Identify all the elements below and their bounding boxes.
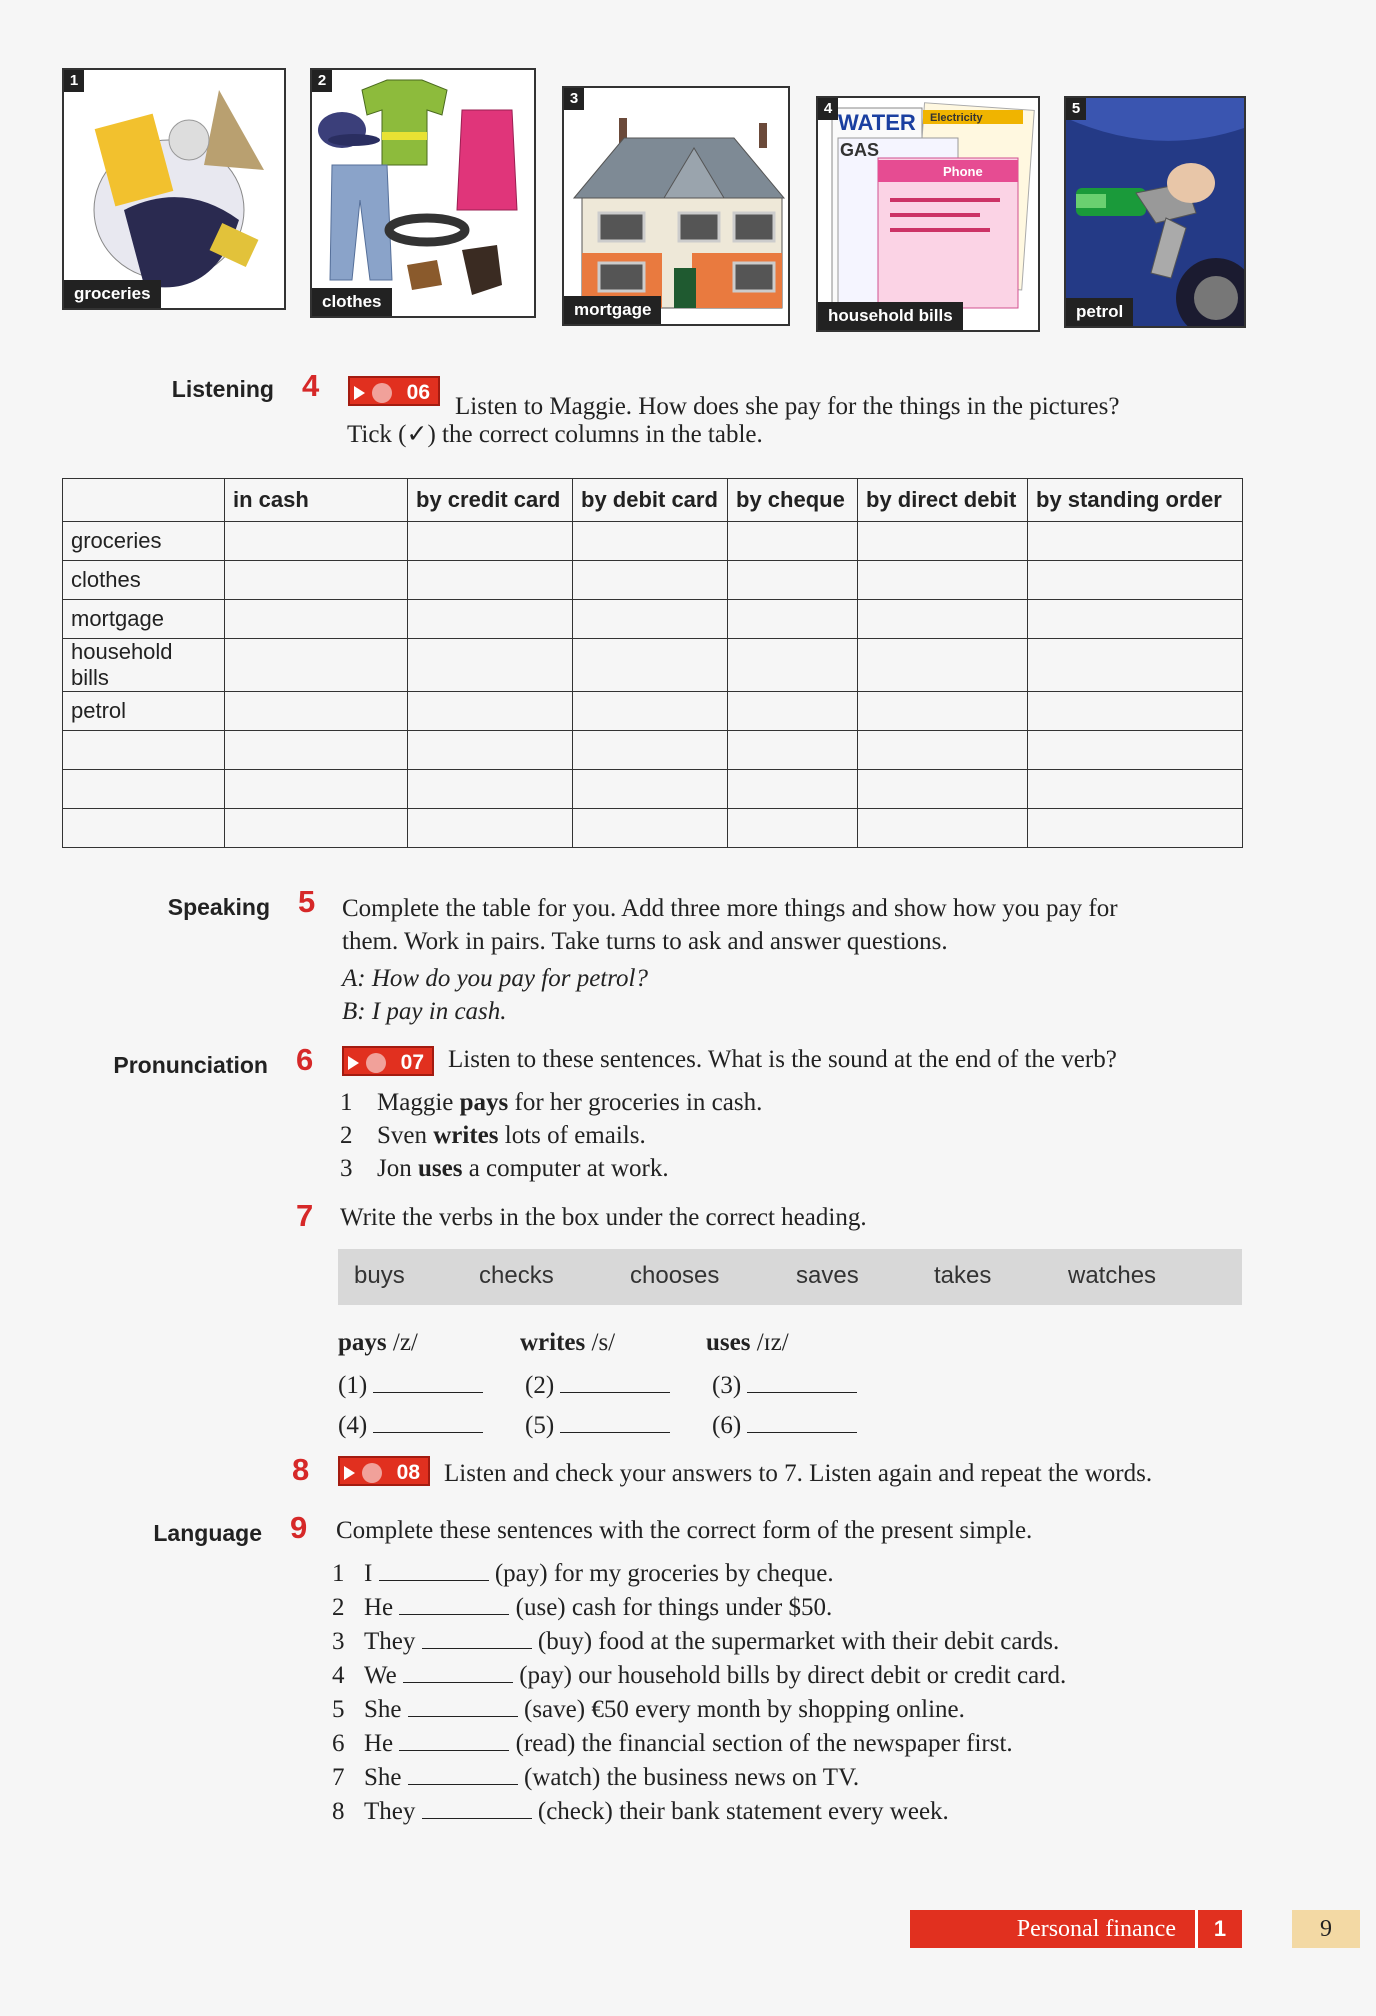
- tick-cell[interactable]: [408, 639, 573, 692]
- row-label[interactable]: [63, 809, 225, 848]
- item-text: for her groceries in cash.: [508, 1089, 763, 1116]
- bill-label-water: WATER: [838, 110, 916, 135]
- tick-cell[interactable]: [225, 809, 408, 848]
- picture-caption: petrol: [1066, 298, 1133, 326]
- tick-cell[interactable]: [408, 600, 573, 639]
- exercise-number: 4: [302, 368, 320, 403]
- tick-cell[interactable]: [1028, 770, 1243, 809]
- item-text: (use) cash for things under $50.: [515, 1594, 833, 1621]
- tick-cell[interactable]: [858, 561, 1028, 600]
- item-verb: pays: [459, 1089, 509, 1116]
- exercise-number: 9: [290, 1510, 308, 1545]
- tick-cell[interactable]: [858, 692, 1028, 731]
- heading-ipa: /ɪz/: [750, 1329, 789, 1356]
- table-header-cell: [63, 479, 225, 522]
- list-item: [340, 1119, 646, 1152]
- tick-cell[interactable]: [408, 731, 573, 770]
- answer-blank[interactable]: [422, 1794, 532, 1819]
- tick-cell[interactable]: [858, 809, 1028, 848]
- table-header-cell: by standing order: [1028, 479, 1243, 522]
- picture-caption: household bills: [818, 302, 963, 330]
- play-icon: [354, 386, 365, 400]
- picture-clothes: [310, 68, 536, 318]
- sentence-item: [332, 1556, 834, 1590]
- answer-blank[interactable]: [408, 1760, 518, 1785]
- answer-blank[interactable]: [399, 1726, 509, 1751]
- picture-caption: mortgage: [564, 296, 661, 324]
- tick-cell[interactable]: [1028, 600, 1243, 639]
- picture-number: 4: [818, 98, 838, 120]
- table-row: [63, 770, 1243, 809]
- bills-illustration: [818, 98, 1038, 330]
- item-number: 3: [332, 1628, 345, 1655]
- item-number: 7: [332, 1764, 345, 1791]
- item-number: 2: [332, 1594, 345, 1621]
- section-label-pronunciation: Pronunciation: [113, 1052, 268, 1078]
- tick-cell[interactable]: [858, 522, 1028, 561]
- tick-cell[interactable]: [225, 770, 408, 809]
- item-text: (read) the financial section of the newspaper first.: [515, 1730, 1013, 1757]
- item-subject: They: [364, 1628, 416, 1655]
- item-subject: We: [364, 1662, 397, 1689]
- item-number: 8: [332, 1798, 345, 1825]
- tick-cell[interactable]: [225, 522, 408, 561]
- picture-mortgage: [562, 86, 790, 326]
- item-subject: She: [364, 1696, 402, 1723]
- exercise-number: 5: [298, 884, 316, 919]
- picture-number: 3: [564, 88, 584, 110]
- item-text: Jon: [377, 1155, 418, 1182]
- answer-slot[interactable]: [712, 1408, 857, 1442]
- item-subject: I: [364, 1560, 373, 1587]
- tick-cell[interactable]: [225, 600, 408, 639]
- tick-cell[interactable]: [225, 731, 408, 770]
- answer-blank[interactable]: [403, 1658, 513, 1683]
- table-row: [63, 600, 1243, 639]
- picture-caption: clothes: [312, 288, 392, 316]
- heading-word: pays: [338, 1329, 387, 1356]
- sentence-item: [332, 1726, 1013, 1760]
- list-item: [340, 1086, 762, 1119]
- item-number: 1: [340, 1089, 353, 1116]
- answer-blank[interactable]: [399, 1590, 509, 1615]
- tick-cell[interactable]: [858, 731, 1028, 770]
- tick-cell[interactable]: [728, 639, 858, 692]
- table-header-cell: by credit card: [408, 479, 573, 522]
- house-illustration: [564, 88, 788, 324]
- tick-cell[interactable]: [573, 600, 728, 639]
- picture-caption: groceries: [64, 280, 161, 308]
- answer-slot[interactable]: [338, 1368, 483, 1402]
- play-icon: [344, 1466, 355, 1480]
- tick-cell[interactable]: [225, 561, 408, 600]
- tick-cell[interactable]: [573, 522, 728, 561]
- track-number: 08: [396, 1461, 420, 1484]
- table-row: [63, 522, 1243, 561]
- item-text: (watch) the business news on TV.: [524, 1764, 860, 1791]
- instruction-line: Write the verbs in the box under the correct heading.: [340, 1204, 867, 1231]
- groceries-illustration: [64, 70, 284, 308]
- tick-cell[interactable]: [1028, 639, 1243, 692]
- row-label: clothes: [63, 561, 225, 600]
- answer-slot[interactable]: [525, 1408, 670, 1442]
- slot-label: (3): [712, 1372, 742, 1399]
- item-number: 2: [340, 1122, 353, 1149]
- cd-icon: [372, 383, 392, 403]
- item-number: 1: [332, 1560, 345, 1587]
- table-row: [63, 639, 1243, 692]
- dialogue-b: B: I pay in cash.: [342, 998, 507, 1025]
- item-text: (pay) our household bills by direct debit or credit card.: [519, 1662, 1067, 1689]
- section-label-listening: Listening: [171, 376, 274, 402]
- play-icon: [348, 1056, 359, 1070]
- item-number: 5: [332, 1696, 345, 1723]
- row-label: mortgage: [63, 600, 225, 639]
- tick-cell[interactable]: [408, 522, 573, 561]
- tick-cell[interactable]: [573, 770, 728, 809]
- instruction-line: Tick (✓) the correct columns in the table.: [347, 421, 763, 448]
- tick-cell[interactable]: [408, 692, 573, 731]
- slot-label: (5): [525, 1412, 555, 1439]
- slot-label: (4): [338, 1412, 368, 1439]
- tick-cell[interactable]: [728, 731, 858, 770]
- row-label: petrol: [63, 692, 225, 731]
- audio-track-button[interactable]: [342, 1046, 434, 1076]
- word-box: [338, 1249, 1242, 1305]
- tick-cell[interactable]: [573, 692, 728, 731]
- answer-slot[interactable]: [712, 1368, 857, 1402]
- item-text: Maggie: [377, 1089, 460, 1116]
- tick-cell[interactable]: [225, 639, 408, 692]
- payment-table: [62, 478, 1243, 848]
- sound-heading: [706, 1326, 789, 1359]
- picture-number: 1: [64, 70, 84, 92]
- tick-cell[interactable]: [573, 809, 728, 848]
- table-header-cell: in cash: [225, 479, 408, 522]
- petrol-illustration: [1066, 98, 1244, 326]
- unit-title: Personal finance: [1016, 1916, 1176, 1942]
- word-box-item: saves: [796, 1262, 859, 1289]
- answer-blank[interactable]: [422, 1624, 532, 1649]
- bill-label-gas: GAS: [840, 140, 880, 160]
- sentence-item: [332, 1658, 1066, 1692]
- item-text: lots of emails.: [498, 1122, 646, 1149]
- clothes-illustration: [312, 70, 534, 316]
- table-header-row: [63, 479, 1243, 522]
- slot-label: (1): [338, 1372, 368, 1399]
- table-row: [63, 692, 1243, 731]
- instruction-line: Listen and check your answers to 7. Listen again and repeat the words.: [444, 1460, 1153, 1487]
- item-subject: She: [364, 1764, 402, 1791]
- answer-blank[interactable]: [379, 1556, 489, 1581]
- table-header-cell: by cheque: [728, 479, 858, 522]
- tick-cell[interactable]: [225, 692, 408, 731]
- tick-cell[interactable]: [573, 639, 728, 692]
- sound-heading: [338, 1326, 418, 1359]
- heading-ipa: /z/: [386, 1329, 418, 1356]
- tick-cell[interactable]: [1028, 692, 1243, 731]
- tick-cell[interactable]: [728, 770, 858, 809]
- slot-label: (2): [525, 1372, 555, 1399]
- item-text: (save) €50 every month by shopping online.: [524, 1696, 965, 1723]
- item-number: 4: [332, 1662, 345, 1689]
- item-subject: They: [364, 1798, 416, 1825]
- exercise-number: 7: [296, 1198, 314, 1233]
- row-label: household bills: [63, 639, 225, 692]
- section-label-language: Language: [153, 1520, 262, 1546]
- item-number: 6: [332, 1730, 345, 1757]
- tick-cell[interactable]: [728, 561, 858, 600]
- row-label[interactable]: [63, 770, 225, 809]
- bill-label-phone: Phone: [943, 164, 983, 179]
- sentence-item: [332, 1590, 832, 1624]
- track-number: 06: [406, 381, 430, 404]
- instruction-line: Complete these sentences with the correct form of the present simple.: [336, 1517, 1033, 1544]
- row-label: groceries: [63, 522, 225, 561]
- picture-groceries: [62, 68, 286, 310]
- section-label-speaking: Speaking: [167, 894, 270, 920]
- table-row: [63, 731, 1243, 770]
- audio-track-button[interactable]: [348, 376, 440, 406]
- picture-number: 5: [1066, 98, 1086, 120]
- row-label[interactable]: [63, 731, 225, 770]
- item-text: (check) their bank statement every week.: [537, 1798, 949, 1825]
- sound-heading: [520, 1326, 615, 1359]
- item-text: a computer at work.: [462, 1155, 669, 1182]
- unit-footer: [910, 1910, 1242, 1948]
- picture-petrol: [1064, 96, 1246, 328]
- tick-cell[interactable]: [1028, 731, 1243, 770]
- tick-cell[interactable]: [858, 770, 1028, 809]
- word-box-item: takes: [934, 1262, 992, 1289]
- tick-cell[interactable]: [728, 522, 858, 561]
- tick-cell[interactable]: [728, 809, 858, 848]
- tick-cell[interactable]: [858, 600, 1028, 639]
- tick-cell[interactable]: [408, 561, 573, 600]
- answer-blank[interactable]: [408, 1692, 518, 1717]
- unit-number: 1: [1195, 1910, 1242, 1948]
- instruction-line: Listen to Maggie. How does she pay for the things in the pictures?: [455, 393, 1120, 420]
- heading-ipa: /s/: [585, 1329, 616, 1356]
- list-item: [340, 1152, 669, 1185]
- item-verb: writes: [433, 1122, 499, 1149]
- cd-icon: [362, 1463, 382, 1483]
- word-box-item: chooses: [630, 1262, 720, 1289]
- tick-cell[interactable]: [408, 809, 573, 848]
- tick-cell[interactable]: [728, 692, 858, 731]
- item-text: (pay) for my groceries by cheque.: [494, 1560, 834, 1587]
- table-header-cell: by direct debit: [858, 479, 1028, 522]
- tick-cell[interactable]: [1028, 561, 1243, 600]
- tick-cell[interactable]: [1028, 809, 1243, 848]
- item-subject: He: [364, 1730, 394, 1757]
- instruction-line: Complete the table for you. Add three more things and show how you pay for: [342, 895, 1118, 922]
- item-text: (buy) food at the supermarket with their debit cards.: [537, 1628, 1060, 1655]
- item-verb: uses: [417, 1155, 463, 1182]
- audio-track-button[interactable]: [338, 1456, 430, 1486]
- sentence-item: [332, 1794, 949, 1828]
- word-box-item: checks: [479, 1262, 554, 1289]
- heading-word: uses: [706, 1329, 751, 1356]
- table-row: [63, 561, 1243, 600]
- tick-cell[interactable]: [573, 561, 728, 600]
- tick-cell[interactable]: [408, 770, 573, 809]
- exercise-number: 6: [296, 1042, 314, 1077]
- sentence-item: [332, 1692, 965, 1726]
- tick-cell[interactable]: [858, 639, 1028, 692]
- table-row: [63, 809, 1243, 848]
- word-box-item: watches: [1068, 1262, 1157, 1289]
- bill-label-electricity: Electricity: [930, 112, 983, 124]
- instruction-line: Listen to these sentences. What is the sound at the end of the verb?: [448, 1046, 1117, 1073]
- heading-word: writes: [520, 1329, 586, 1356]
- page-number: 9: [1292, 1910, 1360, 1948]
- exercise-number: 8: [292, 1452, 310, 1487]
- answer-slot[interactable]: [525, 1368, 670, 1402]
- cd-icon: [366, 1053, 386, 1073]
- instruction-line: them. Work in pairs. Take turns to ask and answer questions.: [342, 928, 948, 955]
- item-subject: He: [364, 1594, 394, 1621]
- picture-number: 2: [312, 70, 332, 92]
- table-header-cell: by debit card: [573, 479, 728, 522]
- tick-cell[interactable]: [728, 600, 858, 639]
- tick-cell[interactable]: [1028, 522, 1243, 561]
- tick-cell[interactable]: [573, 731, 728, 770]
- sentence-item: [332, 1624, 1059, 1658]
- word-box-item: buys: [354, 1262, 405, 1289]
- slot-label: (6): [712, 1412, 742, 1439]
- track-number: 07: [400, 1051, 424, 1074]
- item-number: 3: [340, 1155, 353, 1182]
- dialogue-a: A: How do you pay for petrol?: [342, 965, 648, 992]
- sentence-item: [332, 1760, 859, 1794]
- item-text: Sven: [377, 1122, 434, 1149]
- answer-slot[interactable]: [338, 1408, 483, 1442]
- picture-household-bills: [816, 96, 1040, 332]
